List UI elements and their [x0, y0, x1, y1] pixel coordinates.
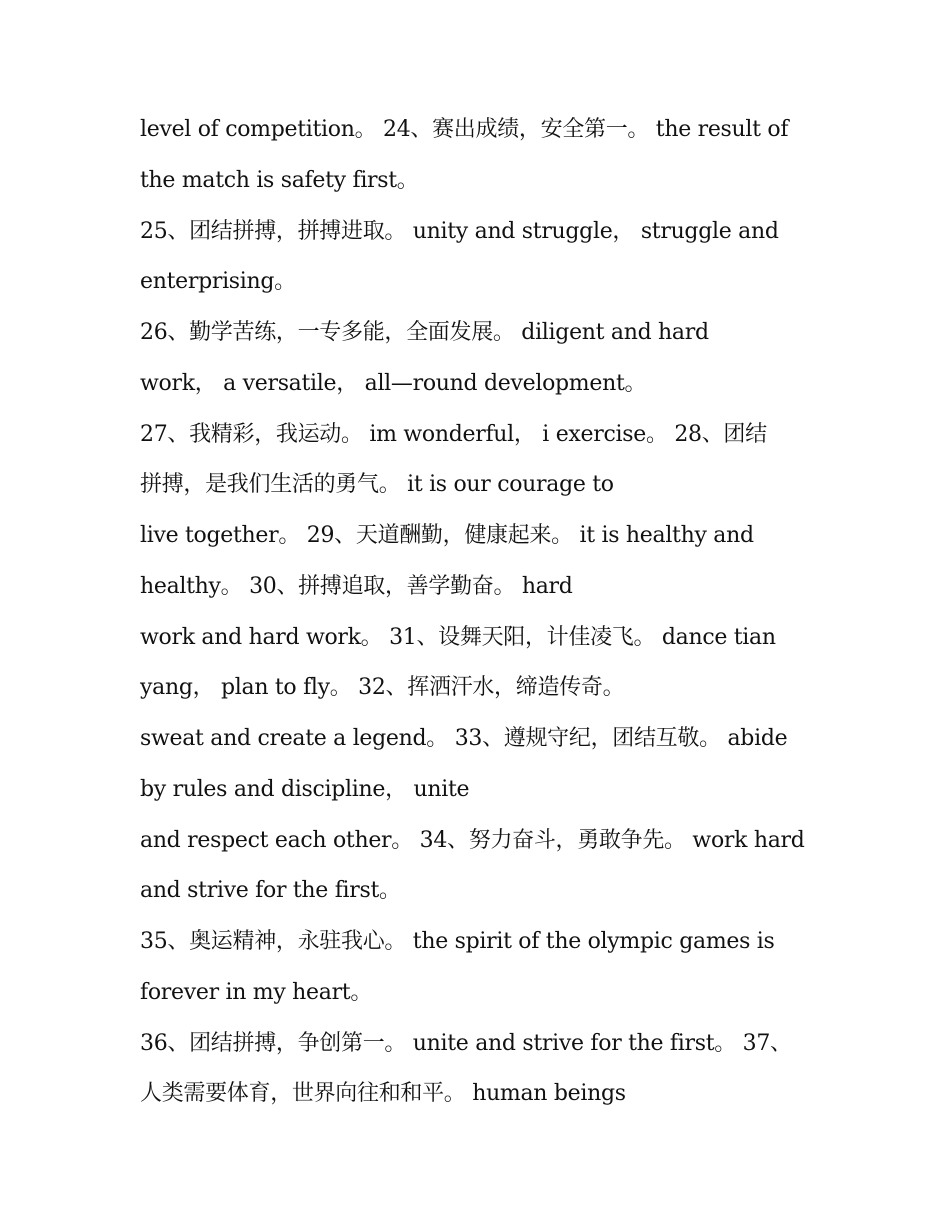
- text-line: yang， plan to fly。 32、挥洒汗水，缔造传奇。: [140, 675, 625, 701]
- text-line: level of competition。 24、赛出成绩，安全第一。 the result of: [140, 117, 789, 142]
- text-line: and respect each other。 34、努力奋斗，勇敢争先。 work hard: [140, 827, 805, 853]
- text-line: healthy。 30、拼搏追取，善学勤奋。 hard: [140, 573, 573, 599]
- text-line: 人类需要体育，世界向往和和平。 human beings: [140, 1081, 626, 1107]
- text-line: forever in my heart。: [140, 979, 373, 1005]
- text-line: 35、奥运精神，永驻我心。 the spirit of the olympic games is: [140, 929, 775, 954]
- body-text: [140, 105, 840, 1120]
- text-line: live together。 29、天道酬勤，健康起来。 it is healthy and: [140, 523, 754, 548]
- text-line: 26、勤学苦练，一专多能，全面发展。 diligent and hard: [140, 320, 709, 345]
- text-line: 27、我精彩，我运动。 im wonderful， i exercise。 28、团结: [140, 421, 767, 447]
- text-line: enterprising。: [140, 269, 296, 295]
- text-line: 25、团结拼搏，拼搏进取。 unity and struggle， struggle and: [140, 218, 779, 244]
- text-line: work and hard work。 31、设舞天阳，计佳凌飞。 dance tian: [140, 624, 776, 650]
- text-line: the match is safety first。: [140, 167, 419, 193]
- text-line: sweat and create a legend。 33、遵规守纪，团结互敬。 abide: [140, 726, 788, 751]
- text-line: 拼搏，是我们生活的勇气。 it is our courage to: [140, 472, 614, 498]
- text-line: and strive for the first。: [140, 878, 401, 904]
- text-line: 36、团结拼搏，争创第一。 unite and strive for the first。 37、: [140, 1030, 792, 1056]
- text-line: by rules and discipline， unite: [140, 776, 470, 802]
- text-line: work， a versatile， all—round development。: [140, 370, 647, 396]
